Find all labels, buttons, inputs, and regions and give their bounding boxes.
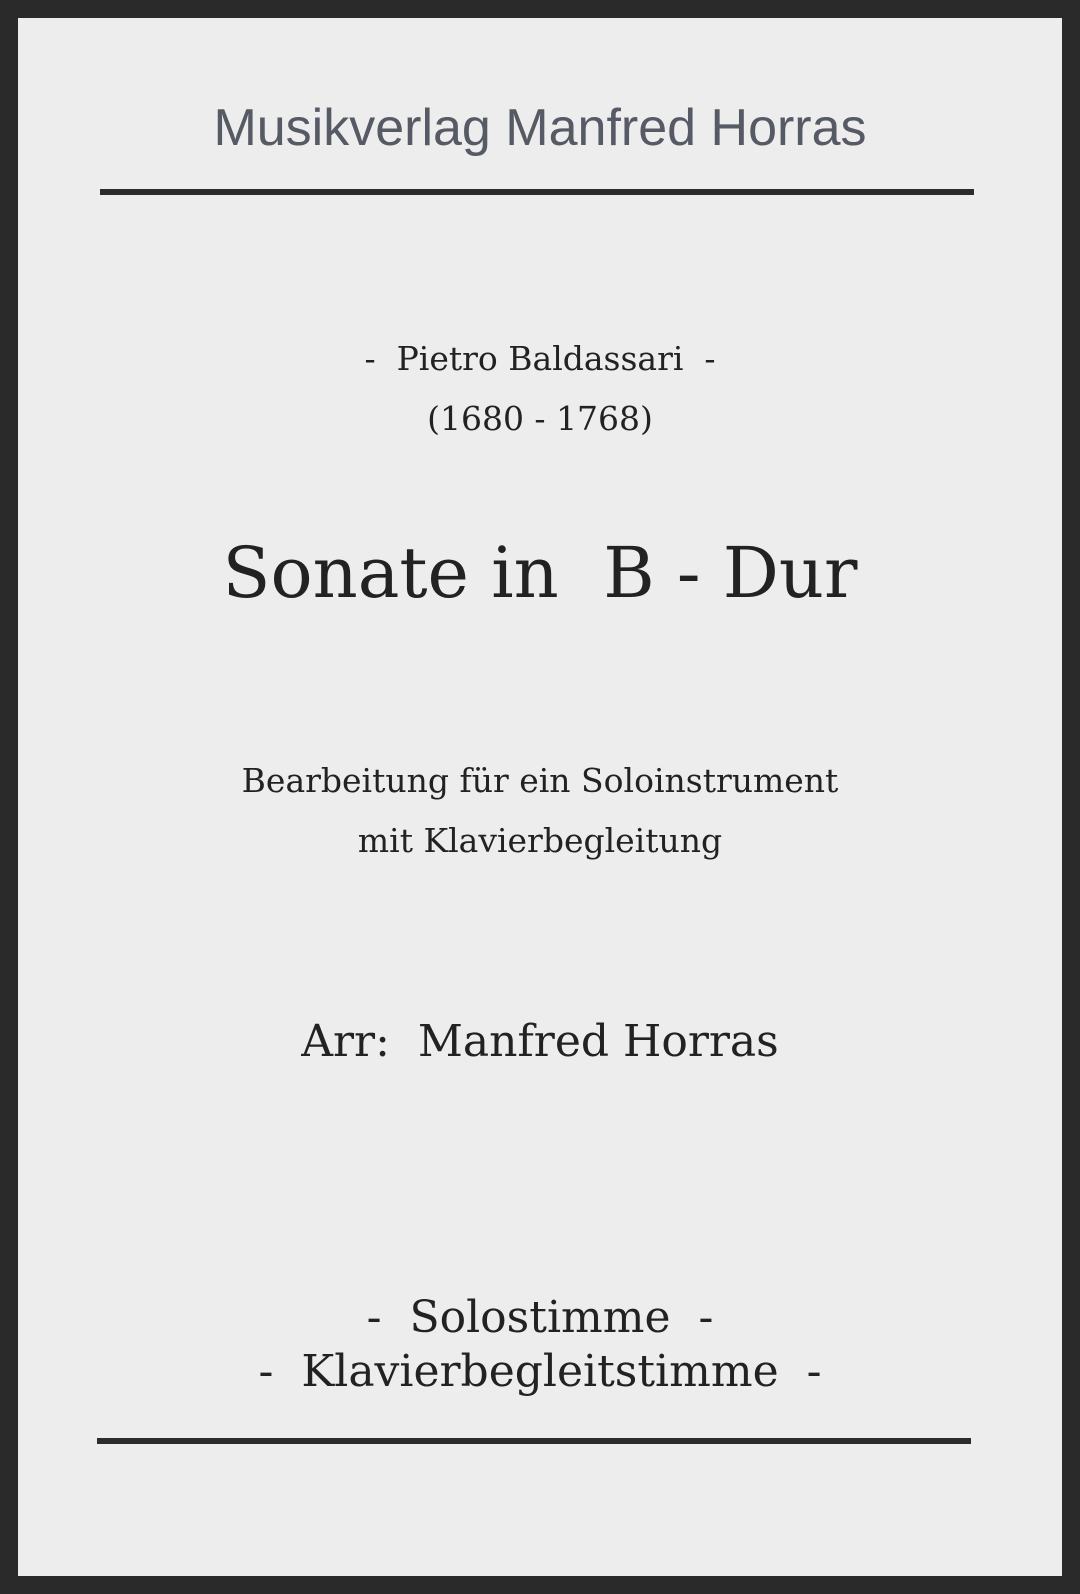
subtitle-line-2: mit Klavierbegleitung xyxy=(357,821,723,860)
part-solo: - Solostimme - xyxy=(366,1292,714,1343)
part-piano: - Klavierbegleitstimme - xyxy=(258,1346,822,1397)
publisher-name: Musikverlag Manfred Horras xyxy=(213,99,867,157)
composer-dates: (1680 - 1768) xyxy=(427,399,653,438)
subtitle-line-1: Bearbeitung für ein Soloinstrument xyxy=(241,761,839,800)
arranger-credit: Arr: Manfred Horras xyxy=(301,1016,779,1067)
composer-name: - Pietro Baldassari - xyxy=(364,339,716,378)
work-title: Sonate in B - Dur xyxy=(222,532,858,614)
top-divider xyxy=(100,189,974,195)
bottom-divider xyxy=(97,1438,971,1444)
